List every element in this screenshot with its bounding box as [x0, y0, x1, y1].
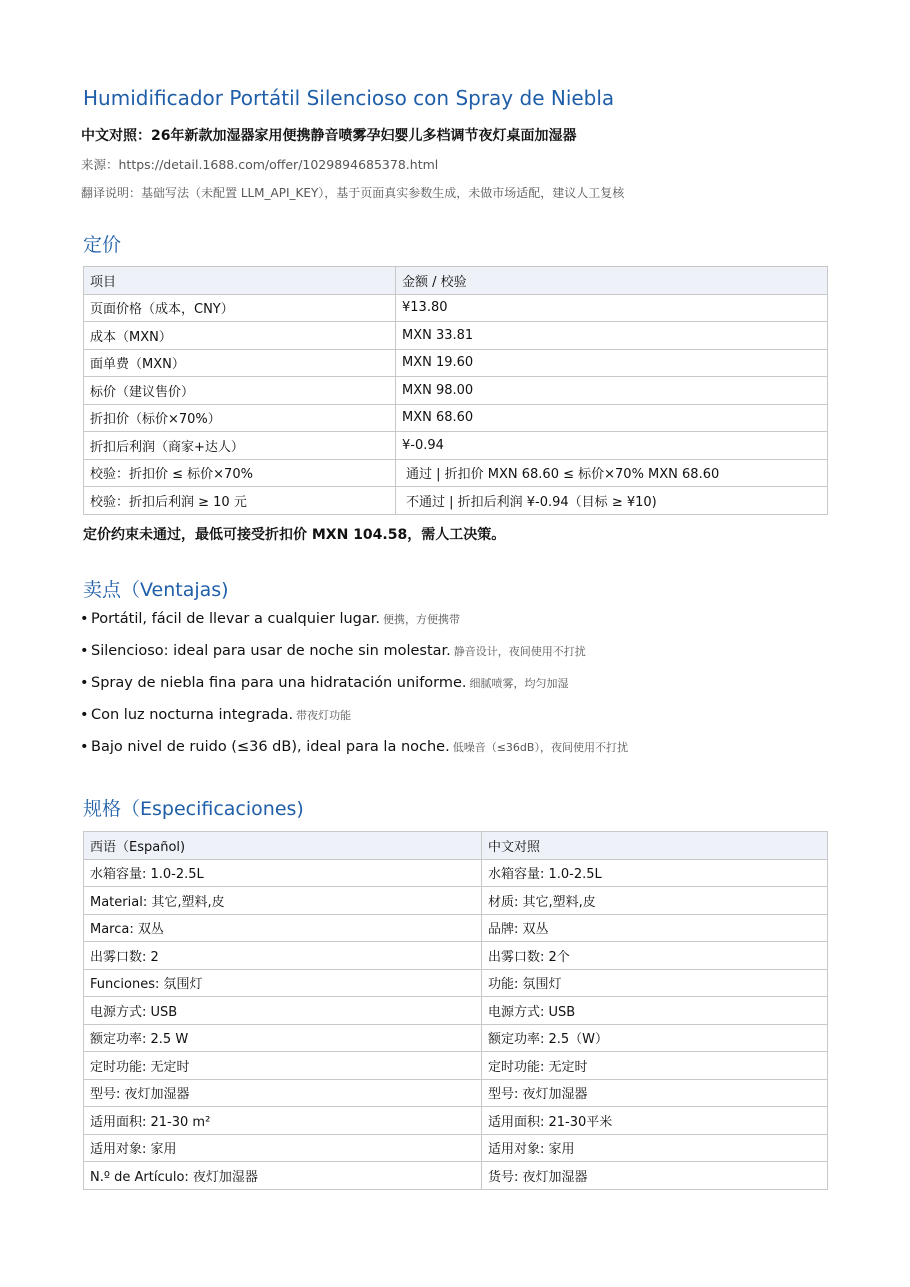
- table-row: [84, 887, 828, 915]
- table-row: [84, 377, 828, 405]
- source-link[interactable]: 来源：https://detail.1688.com/offer/1029894685378.html: [81, 157, 439, 172]
- feature-es: Silencioso: ideal para usar de noche sin molestar.: [91, 643, 451, 659]
- table-cell: MXN 68.60: [396, 404, 828, 432]
- pricing-heading: 定价: [83, 234, 122, 256]
- table-row: [84, 322, 828, 350]
- bullet-icon: •: [80, 707, 89, 723]
- feature-es: Portátil, fácil de llevar a cualquier lugar.: [91, 611, 381, 627]
- feature-zh: 带夜灯功能: [296, 709, 352, 722]
- table-cell: MXN 33.81: [396, 322, 828, 350]
- table-cell: 型号: 夜灯加湿器: [482, 1079, 828, 1107]
- features-heading: 卖点（Ventajas): [83, 579, 229, 601]
- feature-zh: 低噪音（≤36dB），夜间使用不打扰: [452, 741, 628, 754]
- table-cell: MXN 19.60: [396, 349, 828, 377]
- table-cell: 品牌: 双丛: [482, 914, 828, 942]
- table-cell: 成本（MXN）: [84, 322, 396, 350]
- table-row: [84, 997, 828, 1025]
- table-cell: ¥13.80: [396, 294, 828, 322]
- table-cell: 面单费（MXN）: [84, 349, 396, 377]
- table-row: [84, 349, 828, 377]
- column-header: 项目: [84, 267, 396, 295]
- list-item: [80, 739, 628, 771]
- table-row: [84, 1162, 828, 1190]
- table-cell: MXN 98.00: [396, 377, 828, 405]
- bullet-icon: •: [80, 675, 89, 691]
- table-row: [84, 1024, 828, 1052]
- table-row: [84, 404, 828, 432]
- table-cell: Funciones: 氛围灯: [84, 969, 482, 997]
- list-item: [80, 707, 628, 739]
- table-cell: Material: 其它,塑料,皮: [84, 887, 482, 915]
- column-header: 中文对照: [482, 832, 828, 860]
- table-cell: 额定功率: 2.5（W）: [482, 1024, 828, 1052]
- table-row: [84, 914, 828, 942]
- column-header: 金额 / 校验: [396, 267, 828, 295]
- table-cell: Marca: 双丛: [84, 914, 482, 942]
- feature-zh: 便携，方便携带: [383, 613, 461, 626]
- table-cell: 折扣价（标价×70%）: [84, 404, 396, 432]
- features-list: [80, 611, 628, 771]
- table-row: [84, 942, 828, 970]
- table-cell: 出雾口数: 2个: [482, 942, 828, 970]
- page-title: Humidificador Portátil Silencioso con Spray de Niebla: [83, 86, 615, 110]
- table-cell: 水箱容量: 1.0-2.5L: [482, 859, 828, 887]
- table-cell: 电源方式: USB: [482, 997, 828, 1025]
- table-row: [84, 969, 828, 997]
- table-row: [84, 487, 828, 515]
- table-cell: 不通过 | 折扣后利润 ¥-0.94（目标 ≥ ¥10): [396, 487, 828, 515]
- table-cell: 定时功能: 无定时: [84, 1052, 482, 1080]
- table-cell: 功能: 氛围灯: [482, 969, 828, 997]
- table-row: [84, 1134, 828, 1162]
- table-cell: 材质: 其它,塑料,皮: [482, 887, 828, 915]
- table-cell: 额定功率: 2.5 W: [84, 1024, 482, 1052]
- feature-es: Bajo nivel de ruido (≤36 dB), ideal para la noche.: [91, 739, 450, 755]
- bullet-icon: •: [80, 611, 89, 627]
- feature-es: Con luz nocturna integrada.: [91, 707, 294, 723]
- table-row: [84, 1079, 828, 1107]
- column-header: 西语（Español): [84, 832, 482, 860]
- table-row: [84, 432, 828, 460]
- table-cell: 适用对象: 家用: [84, 1134, 482, 1162]
- feature-zh: 静音设计，夜间使用不打扰: [453, 645, 586, 658]
- table-cell: 适用面积: 21-30 m²: [84, 1107, 482, 1135]
- bullet-icon: •: [80, 739, 89, 755]
- table-cell: 定时功能: 无定时: [482, 1052, 828, 1080]
- table-cell: 校验：折扣价 ≤ 标价×70%: [84, 459, 396, 487]
- table-cell: 型号: 夜灯加湿器: [84, 1079, 482, 1107]
- table-cell: 电源方式: USB: [84, 997, 482, 1025]
- table-cell: 页面价格（成本，CNY）: [84, 294, 396, 322]
- specs-heading: 规格（Especificaciones): [83, 798, 304, 820]
- table-header-row: [84, 267, 828, 295]
- table-cell: 标价（建议售价）: [84, 377, 396, 405]
- list-item: [80, 643, 628, 675]
- table-row: [84, 859, 828, 887]
- table-cell: 货号: 夜灯加湿器: [482, 1162, 828, 1190]
- pricing-conclusion: 定价约束未通过，最低可接受折扣价 MXN 104.58，需人工决策。: [83, 527, 506, 543]
- bullet-icon: •: [80, 643, 89, 659]
- chinese-subtitle: 中文对照：26年新款加湿器家用便携静音喷雾孕妇婴儿多档调节夜灯桌面加湿器: [81, 128, 577, 144]
- feature-zh: 细腻喷雾，均匀加湿: [469, 677, 569, 690]
- table-row: [84, 1107, 828, 1135]
- list-item: [80, 675, 628, 707]
- table-cell: 水箱容量: 1.0-2.5L: [84, 859, 482, 887]
- pricing-table: [83, 266, 828, 515]
- specs-table: [83, 831, 828, 1190]
- table-cell: N.º de Artículo: 夜灯加湿器: [84, 1162, 482, 1190]
- table-cell: 折扣后利润（商家+达人）: [84, 432, 396, 460]
- list-item: [80, 611, 628, 643]
- table-header-row: [84, 832, 828, 860]
- table-cell: 适用对象: 家用: [482, 1134, 828, 1162]
- table-cell: 校验：折扣后利润 ≥ 10 元: [84, 487, 396, 515]
- table-cell: 适用面积: 21-30平米: [482, 1107, 828, 1135]
- table-cell: ¥-0.94: [396, 432, 828, 460]
- table-cell: 通过 | 折扣价 MXN 68.60 ≤ 标价×70% MXN 68.60: [396, 459, 828, 487]
- translation-note: 翻译说明：基础写法（未配置 LLM_API_KEY），基于页面真实参数生成，未做市场适配，建议人工复核: [81, 186, 625, 200]
- table-cell: 出雾口数: 2: [84, 942, 482, 970]
- table-row: [84, 459, 828, 487]
- table-row: [84, 1052, 828, 1080]
- feature-es: Spray de niebla fina para una hidratación uniforme.: [91, 675, 467, 691]
- table-row: [84, 294, 828, 322]
